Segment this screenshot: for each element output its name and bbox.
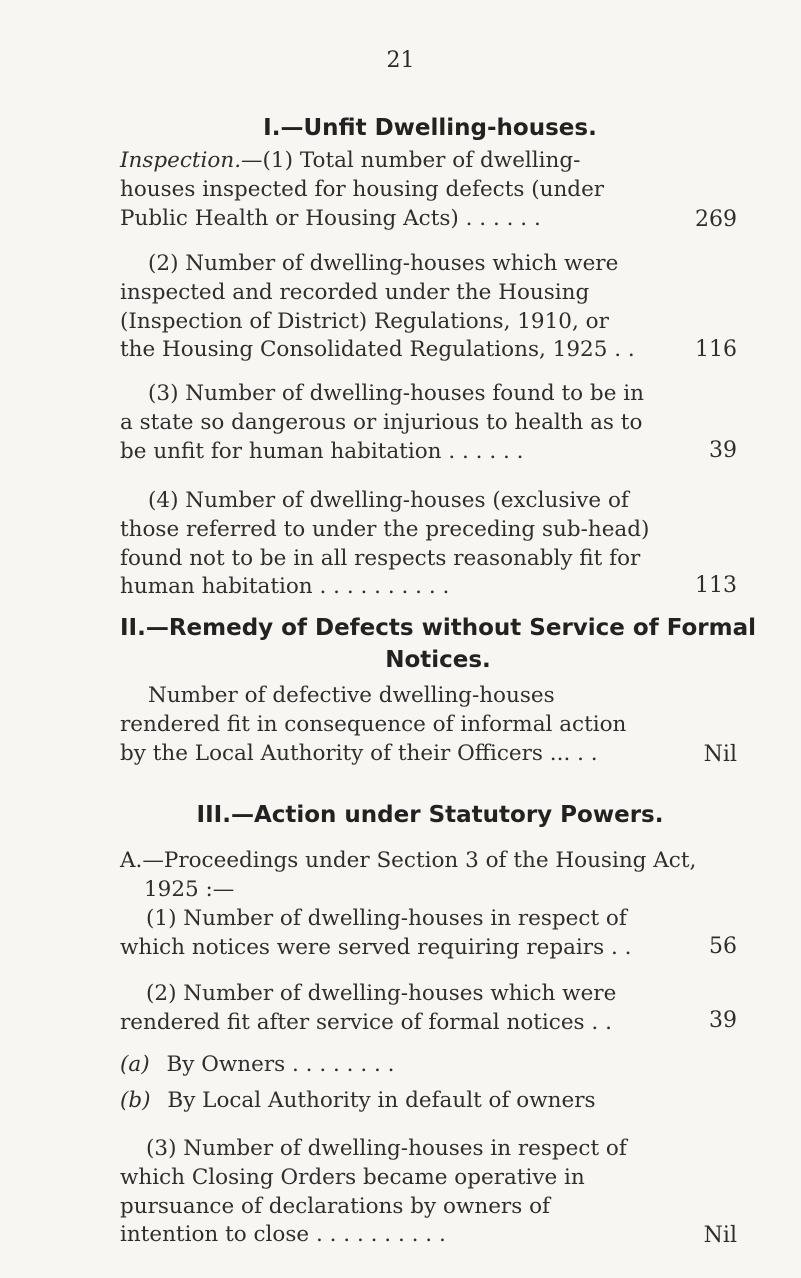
section-1-item-4-text: (4) Number of dwelling-houses (exclusive of those referred to under the preceding sub-head) found not to be in all respects reasonably fit for human habitation . . . . . . . . . . xyxy=(120,488,650,600)
section-1-item-2-value: 116 xyxy=(695,337,737,362)
section-1-heading: I.—Unfit Dwelling-houses. xyxy=(263,115,597,141)
section-3-sub-a-text: A.—Proceedings under Section 3 of the Housing Act, 1925 :— xyxy=(120,848,697,902)
item-2b-text: By Local Authority in default of owners xyxy=(167,1088,596,1113)
page-number: 21 xyxy=(386,48,415,73)
section-2-item-text: Number of defective dwelling-houses rendered fit in consequence of informal action by the Local Authority of their Officers ... . . xyxy=(120,683,627,766)
section-2-heading: II.—Remedy of Defects without Service of Formal Notices. xyxy=(119,615,757,673)
section-1-item-3-value: 39 xyxy=(709,438,737,463)
section-1-item-1-text: —(1) Total number of dwelling-houses inspected for housing defects (under Public Health or Housing Acts) . . . . . . xyxy=(120,148,605,231)
section-3-item-3-text: (3) Number of dwelling-houses in respect of which Closing Orders became operative in pursuance of declarations by owners of intention to close . . . . . . . . . . xyxy=(120,1136,627,1248)
section-1-item-1 xyxy=(120,147,645,233)
item-2a-text: By Owners . . . . . . . . xyxy=(166,1052,395,1077)
section-3-item-1-value: 56 xyxy=(709,934,737,959)
section-3-item-2-text: (2) Number of dwelling-houses which were rendered fit after service of formal notices . . xyxy=(120,981,617,1035)
section-3-item-2b xyxy=(120,1087,680,1116)
item-2b-label: (b) xyxy=(120,1088,151,1113)
section-3-item-2a xyxy=(120,1051,680,1080)
section-3-item-2-value: 39 xyxy=(709,1008,737,1033)
item-2a-label: (a) xyxy=(120,1052,150,1077)
section-3-heading: III.—Action under Statutory Powers. xyxy=(196,802,664,828)
inspection-label: Inspection. xyxy=(120,148,242,173)
section-2-item-value: Nil xyxy=(703,742,737,767)
section-1-item-4-value: 113 xyxy=(695,573,737,598)
section-3-item-1-text: (1) Number of dwelling-houses in respect of which notices were served requiring repairs . . xyxy=(120,906,632,960)
section-1-item-1-value: 269 xyxy=(695,207,737,232)
section-1-item-2-text: (2) Number of dwelling-houses which were inspected and recorded under the Housing (Inspection of District) Regulations, 1910, or the Housing Consolidated Regulations, 1925 . . xyxy=(120,251,635,363)
section-3-item-3-value: Nil xyxy=(703,1223,737,1248)
section-1-item-3-text: (3) Number of dwelling-houses found to be in a state so dangerous or injurious to health as to be unfit for human habitation . . . . . . xyxy=(120,381,644,464)
